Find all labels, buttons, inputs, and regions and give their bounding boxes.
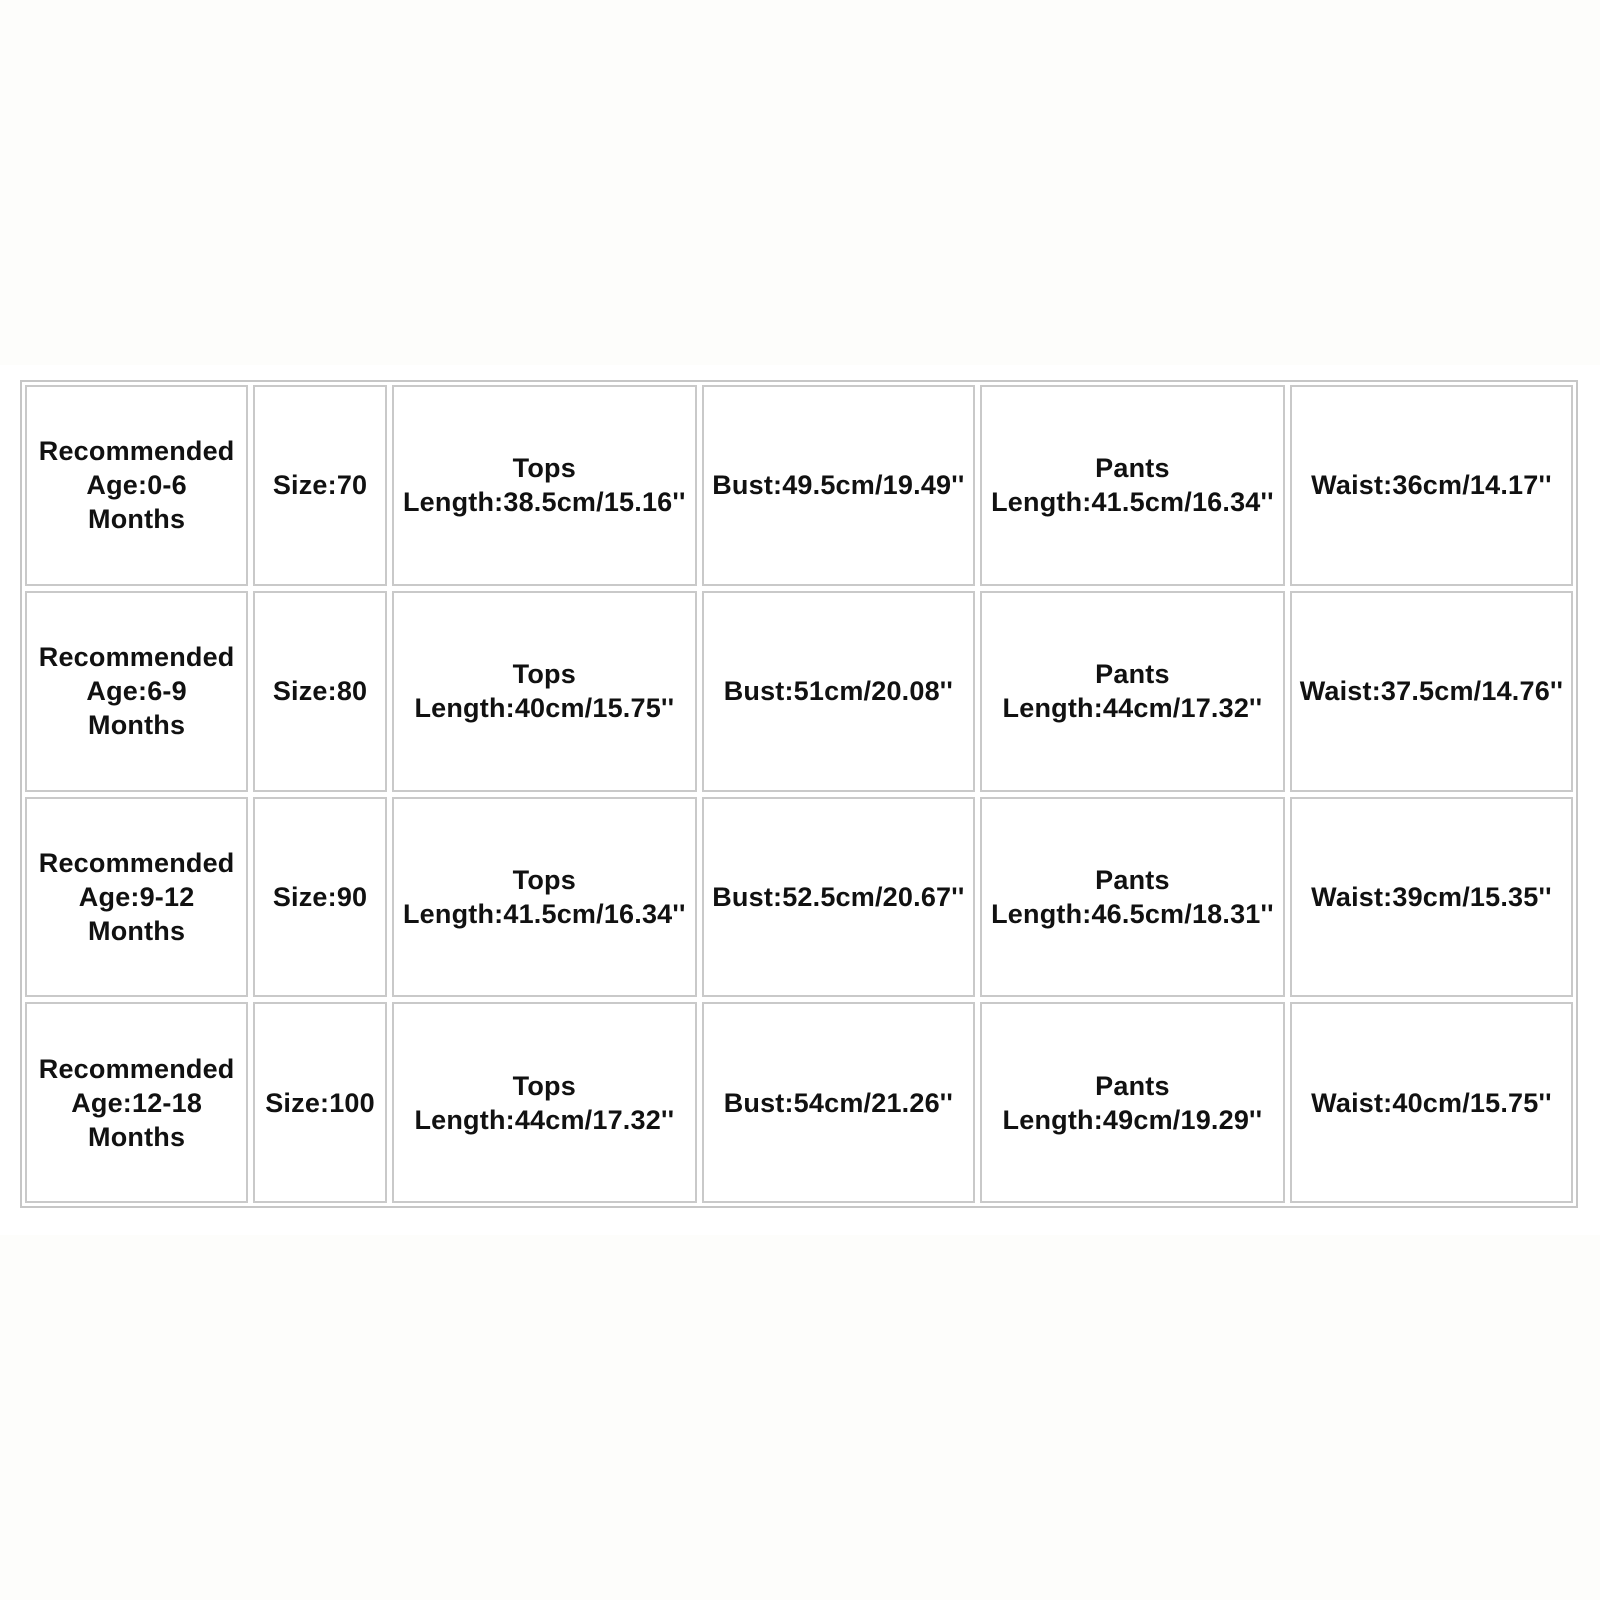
size-cell: Size:80 [253,591,387,792]
age-cell: Recommended Age:9-12 Months [25,797,248,998]
waist-cell: Waist:36cm/14.17'' [1290,385,1573,586]
bust-cell: Bust:51cm/20.08'' [702,591,975,792]
bust-cell: Bust:49.5cm/19.49'' [702,385,975,586]
size-cell: Size:100 [253,1002,387,1203]
waist-cell: Waist:40cm/15.75'' [1290,1002,1573,1203]
waist-cell: Waist:37.5cm/14.76'' [1290,591,1573,792]
tops-length-cell: Tops Length:40cm/15.75'' [392,591,697,792]
size-chart-table [20,380,1578,1208]
tops-length-cell: Tops Length:44cm/17.32'' [392,1002,697,1203]
pants-length-cell: Pants Length:44cm/17.32'' [980,591,1285,792]
age-cell: Recommended Age:12-18 Months [25,1002,248,1203]
waist-cell: Waist:39cm/15.35'' [1290,797,1573,998]
tops-length-cell: Tops Length:41.5cm/16.34'' [392,797,697,998]
pants-length-cell: Pants Length:41.5cm/16.34'' [980,385,1285,586]
age-cell: Recommended Age:0-6 Months [25,385,248,586]
bust-cell: Bust:54cm/21.26'' [702,1002,975,1203]
age-cell: Recommended Age:6-9 Months [25,591,248,792]
size-cell: Size:70 [253,385,387,586]
tops-length-cell: Tops Length:38.5cm/15.16'' [392,385,697,586]
size-cell: Size:90 [253,797,387,998]
bust-cell: Bust:52.5cm/20.67'' [702,797,975,998]
pants-length-cell: Pants Length:46.5cm/18.31'' [980,797,1285,998]
pants-length-cell: Pants Length:49cm/19.29'' [980,1002,1285,1203]
